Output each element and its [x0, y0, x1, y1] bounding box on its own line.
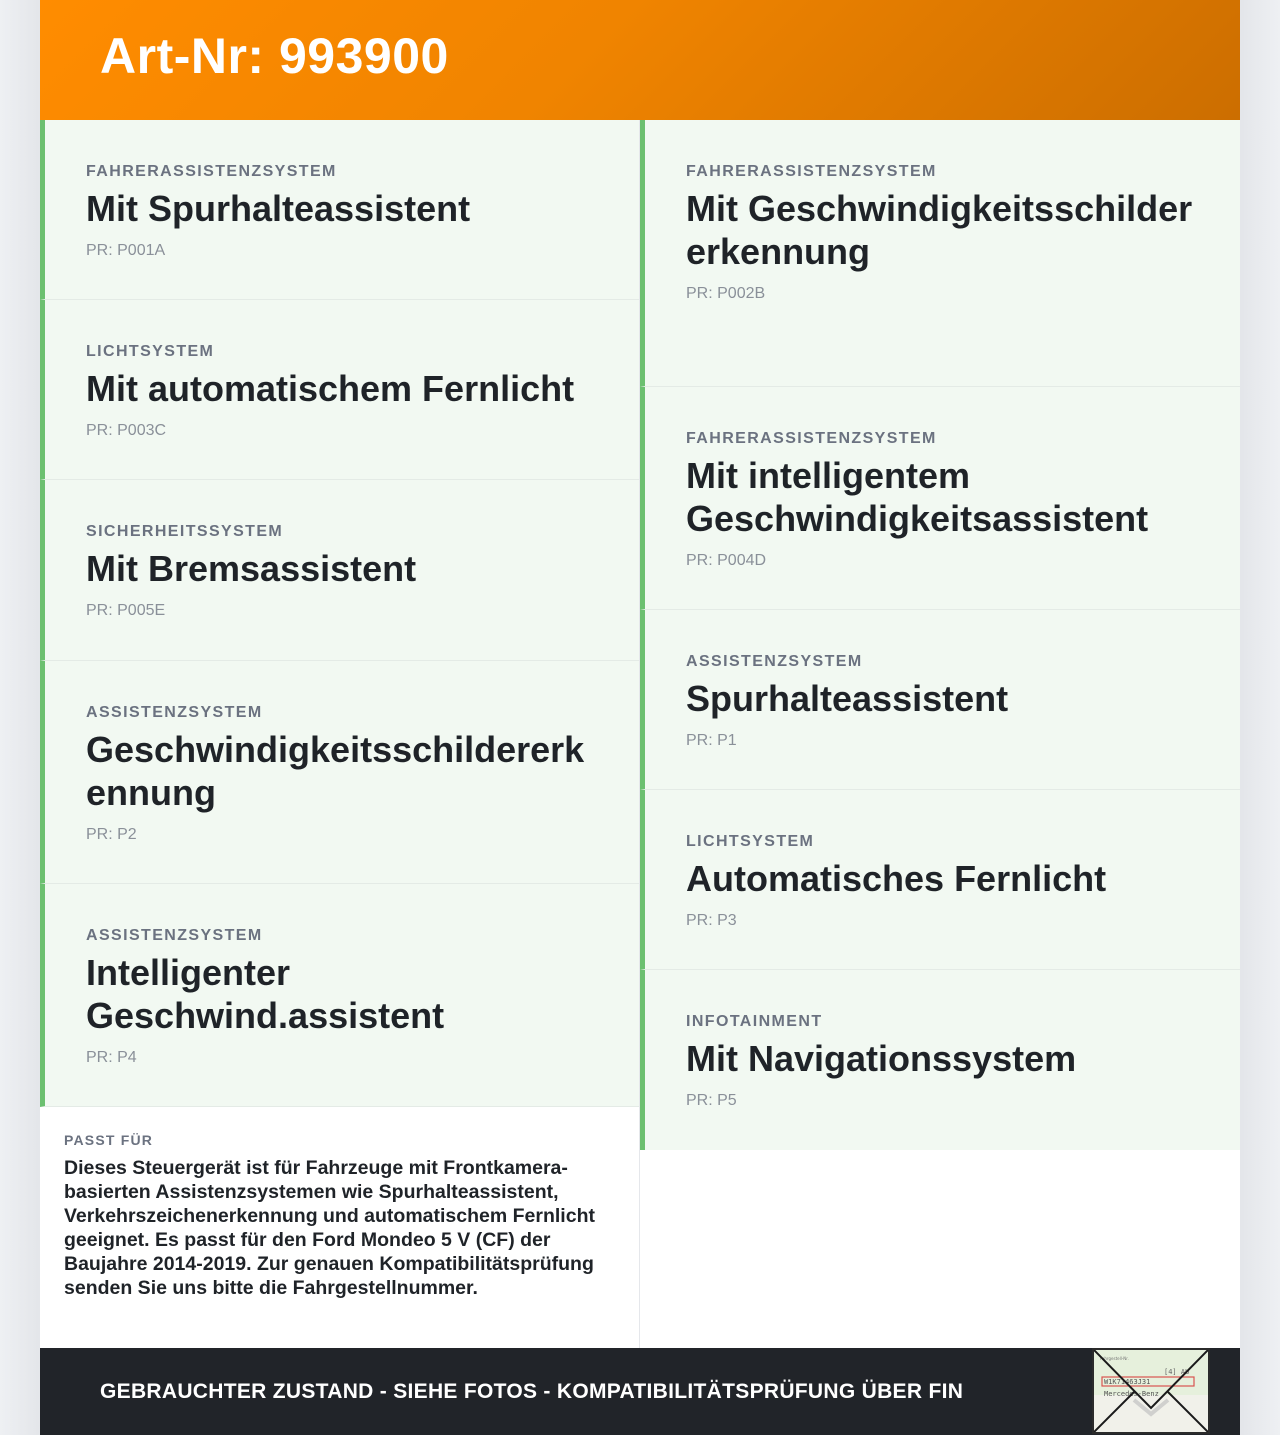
feature-code: PR: P4: [86, 1049, 137, 1066]
feature-code: PR: P2: [86, 826, 137, 843]
feature-title: Mit automatischem Fernlicht: [86, 368, 575, 409]
feature-card: [640, 387, 1240, 610]
feature-category: LICHTSYSTEM: [86, 343, 215, 360]
feature-card: [640, 970, 1240, 1150]
compatibility-label: PASST FÜR: [64, 1132, 154, 1148]
feature-code: PR: P004D: [686, 552, 767, 569]
feature-category: ASSISTENZSYSTEM: [86, 704, 263, 721]
feature-card: [640, 610, 1240, 790]
feature-code: PR: P001A: [86, 242, 166, 259]
feature-title: Mit intelligentem Geschwindigkeitsassistent: [686, 455, 1149, 539]
feature-category: LICHTSYSTEM: [686, 833, 815, 850]
feature-code: PR: P3: [686, 912, 737, 929]
feature-code: PR: P002B: [686, 285, 766, 302]
feature-title: Spurhalteassistent: [686, 678, 1009, 719]
feature-code: PR: P5: [686, 1092, 737, 1109]
svg-text:Fahrgestell-Nr.: Fahrgestell-Nr.: [1100, 1356, 1129, 1361]
feature-title: Mit Navigationssystem: [686, 1038, 1077, 1079]
feature-title: Geschwindigkeitsschildererkennung: [86, 729, 585, 813]
condition-notice: GEBRAUCHTER ZUSTAND - SIEHE FOTOS - KOMPATIBILITÄTSPRÜFUNG ÜBER FIN: [100, 1379, 964, 1403]
feature-title: Mit Bremsassistent: [86, 548, 417, 589]
left-column: [40, 120, 640, 1348]
compatibility-description: Dieses Steuergerät ist für Fahrzeuge mit Frontkamera-basierten Assistenzsystemen wie Spurhalteassistent, Verkehrszeichenerkennung und automatischem Fernlicht geeignet. Es passt für den Ford Mondeo 5 V (CF) der Baujahre 2014-2019. Zur genauen Kompatibilitätsprüfung senden Sie uns bitte die Fahrgestellnummer.: [64, 1157, 595, 1299]
article-number-title: Art-Nr: 993900: [100, 28, 449, 84]
svg-text:Mercedes-Benz: Mercedes-Benz: [1104, 1390, 1159, 1398]
header-banner: [40, 0, 1240, 120]
feature-category: FAHRERASSISTENZSYSTEM: [86, 163, 337, 180]
svg-text:[4] AU: [4] AU: [1164, 1368, 1190, 1376]
feature-card: [640, 790, 1240, 970]
feature-card: [40, 661, 639, 884]
feature-card: [40, 300, 639, 480]
feature-category: SICHERHEITSSYSTEM: [86, 523, 284, 540]
feature-category: ASSISTENZSYSTEM: [86, 927, 263, 944]
svg-text:W1K71463J31: W1K71463J31: [1104, 1378, 1151, 1386]
envelope-vin-document-icon: [1092, 1348, 1210, 1434]
feature-code: PR: P003C: [86, 422, 167, 439]
feature-title: Mit Geschwindigkeitsschildererkennung: [686, 188, 1193, 272]
feature-category: FAHRERASSISTENZSYSTEM: [686, 163, 937, 180]
feature-title: Mit Spurhalteassistent: [86, 188, 471, 229]
feature-card: [640, 120, 1240, 387]
feature-card: [40, 120, 639, 300]
feature-category: ASSISTENZSYSTEM: [686, 653, 863, 670]
feature-code: PR: P005E: [86, 602, 166, 619]
footer-bar: [40, 1348, 1240, 1435]
feature-title: Automatisches Fernlicht: [686, 858, 1107, 899]
feature-code: PR: P1: [686, 732, 737, 749]
feature-category: INFOTAINMENT: [686, 1013, 823, 1030]
right-column: [640, 120, 1240, 1348]
feature-card: [40, 480, 639, 661]
features-grid: [40, 120, 1240, 1348]
feature-card: [40, 884, 639, 1107]
feature-category: FAHRERASSISTENZSYSTEM: [686, 430, 937, 447]
feature-title: Intelligenter Geschwind.assistent: [86, 952, 445, 1036]
compatibility-section: [40, 1107, 639, 1348]
product-sheet: [40, 0, 1240, 1435]
